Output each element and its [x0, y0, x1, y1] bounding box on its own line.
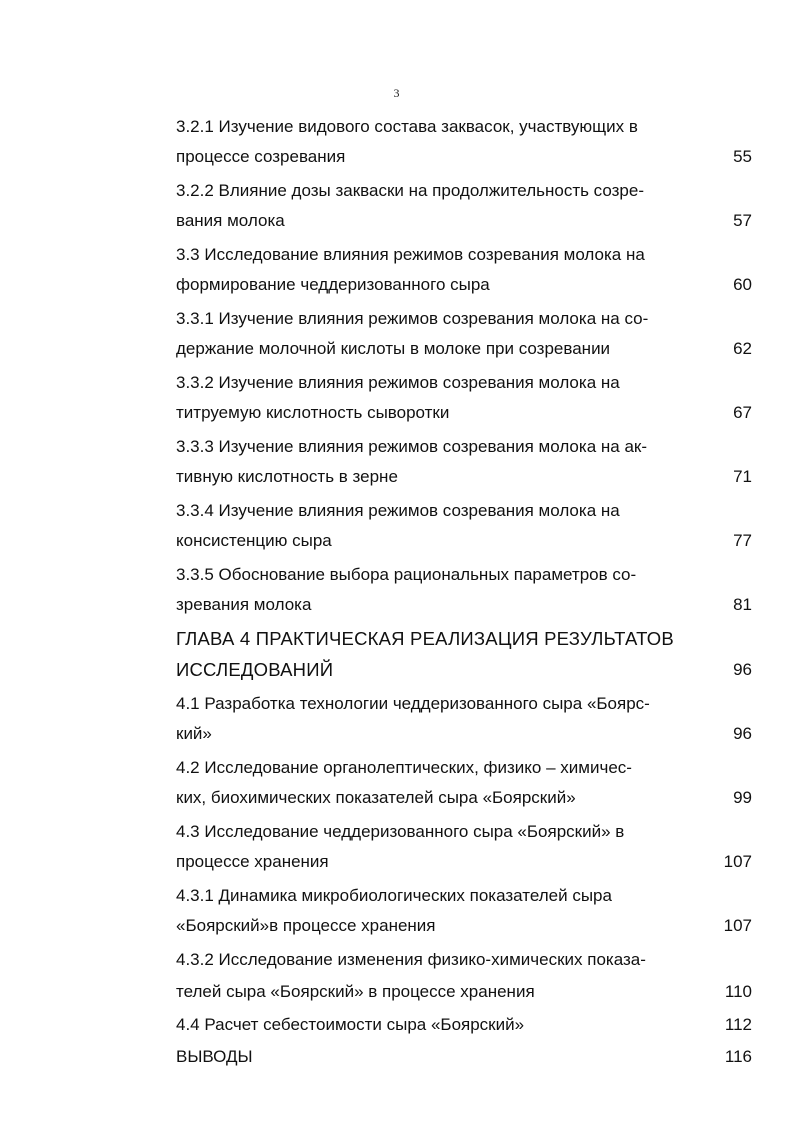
toc-entry-text: ГЛАВА 4 ПРАКТИЧЕСКАЯ РЕАЛИЗАЦИЯ РЕЗУЛЬТАТОВ: [176, 628, 674, 649]
toc-entry-text: держание молочной кислоты в молоке при созревании: [176, 339, 611, 358]
toc-entry-3-3-line-2: [176, 270, 752, 300]
toc-entry-text: процессе хранения: [176, 852, 329, 871]
toc-entry-text: 4.3.2 Исследование изменения физико-химических показа-: [176, 950, 646, 969]
toc-entry-text: 3.2.2 Влияние дозы закваски на продолжительность созре-: [176, 181, 644, 200]
toc-entry-text: 4.4 Расчет себестоимости сыра «Боярский»: [176, 1015, 525, 1034]
toc-entry-text: 3.3.2 Изучение влияния режимов созревания молока на: [176, 373, 620, 392]
toc-entry-4-2-line-2: [176, 783, 752, 813]
toc-entry-text: титруемую кислотность сыворотки: [176, 403, 450, 422]
toc-page-number: 67: [733, 403, 752, 422]
toc-entry-4-3-2-line-2: [176, 977, 752, 1007]
toc-entry-3-3-2-line-2: [176, 398, 752, 428]
toc-entry-3-3-4-line-2: [176, 526, 752, 556]
toc-page-number: 107: [723, 916, 752, 935]
toc-entry-text: ВЫВОДЫ: [176, 1047, 253, 1066]
toc-entry-text: тивную кислотность в зерне: [176, 467, 398, 486]
toc-entry-text: зревания молока: [176, 595, 312, 614]
toc-page-number: 62: [733, 339, 752, 358]
toc-entry-3-3-2-line-1: [176, 368, 752, 398]
toc-entry-3-3-4-line-1: [176, 496, 752, 526]
toc-page-number: 110: [724, 982, 752, 1001]
toc-page-number: 55: [733, 147, 752, 166]
toc-entry-3-2-2-line-1: [176, 176, 752, 206]
toc-entry-text: «Боярский»в процессе хранения: [176, 916, 436, 935]
toc-page-number: 112: [724, 1015, 752, 1034]
toc-entry-text: 3.3.5 Обоснование выбора рациональных параметров со-: [176, 565, 637, 584]
toc-entry-4-3-1-line-2: [176, 911, 752, 941]
toc-entry-3-3-5-line-2: [176, 590, 752, 620]
toc-entry-text: 3.3.1 Изучение влияния режимов созревания молока на со-: [176, 309, 649, 328]
toc-entry-3-3-3-line-1: [176, 432, 752, 462]
toc-entry-text: 4.2 Исследование органолептических, физико – химичес-: [176, 758, 632, 777]
toc-entry-4-3-2-line-1: [176, 945, 752, 975]
toc-entry-text: формирование чеддеризованного сыра: [176, 275, 490, 294]
toc-page-number: 96: [733, 724, 752, 743]
toc-page-number: 71: [733, 467, 752, 486]
toc-page-number: 60: [733, 275, 752, 294]
toc-chapter-4-line-1: [176, 624, 752, 654]
toc-entry-text: 3.3 Исследование влияния режимов созревания молока на: [176, 245, 645, 264]
toc-page-number: 96: [733, 660, 752, 679]
toc-entry-text: кий»: [176, 724, 212, 743]
toc-page-number: 77: [733, 531, 752, 550]
toc-entry-text: 3.2.1 Изучение видового состава заквасок, участвующих в: [176, 117, 638, 136]
toc-entry-3-2-2-line-2: [176, 206, 752, 236]
toc-entry-3-3-5-line-1: [176, 560, 752, 590]
toc-entry-text: процессе созревания: [176, 147, 346, 166]
toc-entry-4-2-line-1: [176, 753, 752, 783]
toc-entry-4-1-line-2: [176, 719, 752, 749]
toc-entry-4-3-line-1: [176, 817, 752, 847]
toc-entry-text: ких, биохимических показателей сыра «Боярский»: [176, 788, 576, 807]
toc-entry-text: телей сыра «Боярский» в процессе хранения: [176, 982, 535, 1001]
toc-page-number: 116: [724, 1047, 752, 1066]
toc-entry-conclusions: [176, 1042, 752, 1072]
toc-entry-3-3-1-line-1: [176, 304, 752, 334]
toc-entry-4-1-line-1: [176, 689, 752, 719]
toc-entry-text: 4.1 Разработка технологии чеддеризованного сыра «Боярс-: [176, 694, 650, 713]
toc-entry-3-3-1-line-2: [176, 334, 752, 364]
toc-entry-text: 4.3.1 Динамика микробиологических показателей сыра: [176, 886, 612, 905]
toc-entry-text: консистенцию сыра: [176, 531, 332, 550]
page-number: 3: [393, 86, 400, 100]
toc-entry-4-4: [176, 1010, 752, 1040]
toc-page-number: 99: [733, 788, 752, 807]
toc-entry-3-2-1-line-2: [176, 142, 752, 172]
toc-entry-text: 3.3.3 Изучение влияния режимов созревания молока на ак-: [176, 437, 647, 456]
toc-page-number: 57: [733, 211, 752, 230]
toc-entry-text: ИССЛЕДОВАНИЙ: [176, 659, 334, 680]
toc-entry-3-3-line-1: [176, 240, 752, 270]
toc-entry-text: 3.3.4 Изучение влияния режимов созревания молока на: [176, 501, 620, 520]
toc-entry-4-3-1-line-1: [176, 881, 752, 911]
toc-page-number: 81: [733, 595, 752, 614]
toc-entry-4-3-line-2: [176, 847, 752, 877]
toc-entry-text: 4.3 Исследование чеддеризованного сыра «Боярский» в: [176, 822, 625, 841]
toc-entry-text: вания молока: [176, 211, 285, 230]
toc-chapter-4-line-2: [176, 655, 752, 685]
toc-entry-3-3-3-line-2: [176, 462, 752, 492]
toc-page-number: 107: [723, 852, 752, 871]
toc-entry-3-2-1-line-1: [176, 112, 752, 142]
